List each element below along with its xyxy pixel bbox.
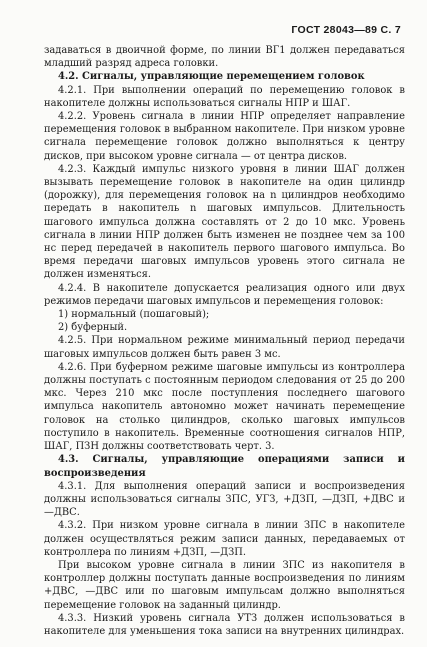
- paragraph: 4.2.6. При буферном режиме шаговые импульсы из контроллера должны поступать с постоянным периодом следования от 25 до 200 мкс. Через 210 мкс после поступления последнего шагового импульса накопитель автономно может начинать перемещение головок на столько цилиндров, сколько шаговых импульсов поступило в накопитель. Временные соотношения сигналов НПР, ШАГ, ПЗН должны соответствовать черт. 3.: [44, 361, 405, 453]
- list-item: 1) нормальный (пошаговый);: [58, 309, 210, 321]
- paragraph: 4.2.1. При выполнении операций по перемещению головок в накопителе должны использоваться сигналы НПР и ШАГ.: [44, 84, 405, 109]
- paragraph: 4.3.1. Для выполнения операций записи и воспроизведения должны использоваться сигналы ЗПС, УГЗ, +ДЗП, —ДЗП, +ДВС и —ДВС.: [44, 480, 405, 519]
- list-item: 2) буферный.: [58, 322, 128, 334]
- paragraph: 4.3.3. Низкий уровень сигнала УТЗ должен использоваться в накопителе для уменьшения тока записи на внутренних цилиндрах.: [44, 612, 405, 637]
- paragraph: 4.2.4. В накопителе допускается реализация одного или двух режимов передачи шаговых импульсов и перемещения головок:: [44, 282, 405, 307]
- section-heading: 4.2. Сигналы, управляющие перемещением головок: [58, 71, 365, 83]
- paragraph: 4.2.3. Каждый импульс низкого уровня в линии ШАГ должен вызывать перемещение головок в накопителе на один цилиндр (дорожку), для перемещения головок на n цилиндров необходимо передать в накопитель n шаговых импульсов. Длительность шагового импульса должна составлять от 2 до 10 мкс. Уровень сигнала в линии НПР должен быть изменен не позднее чем за 100 нс перед передачей в накопитель первого шагового импульса. Во время передачи шаговых импульсов уровень этого сигнала не должен изменяться.: [44, 163, 405, 281]
- paragraph: 4.3.2. При низком уровне сигнала в линии ЗПС в накопителе должен осуществляться режим записи данных, передаваемых от контроллера по линиям +ДЗП, —ДЗП.: [44, 520, 405, 558]
- page-header: ГОСТ 28043—89 С. 7: [291, 24, 401, 36]
- paragraph: 4.2.5. При нормальном режиме минимальный период передачи шаговых импульсов должен быть равен 3 мс.: [44, 335, 405, 360]
- paragraph: При высоком уровне сигнала в линии ЗПС из накопителя в контроллер должны поступать данные воспроизведения по линиям +ДВС, —ДВС или по шаговым импульсам должно выполняться перемещение головок на заданный цилиндр.: [44, 559, 405, 611]
- section-heading: 4.3. Сигналы, управляющие операциями записи и воспроизведения: [44, 454, 405, 479]
- paragraph: 4.2.2. Уровень сигнала в линии НПР определяет направление перемещения головок в выбранном накопителе. При низком уровне сигнала перемещение головок должно выполняться к центру дисков, при высоком уровне сигнала — от центра дисков.: [44, 111, 405, 162]
- paragraph: задаваться в двоичной форме, по линии ВГ1 должен передаваться младший разряд адреса головки.: [44, 45, 405, 70]
